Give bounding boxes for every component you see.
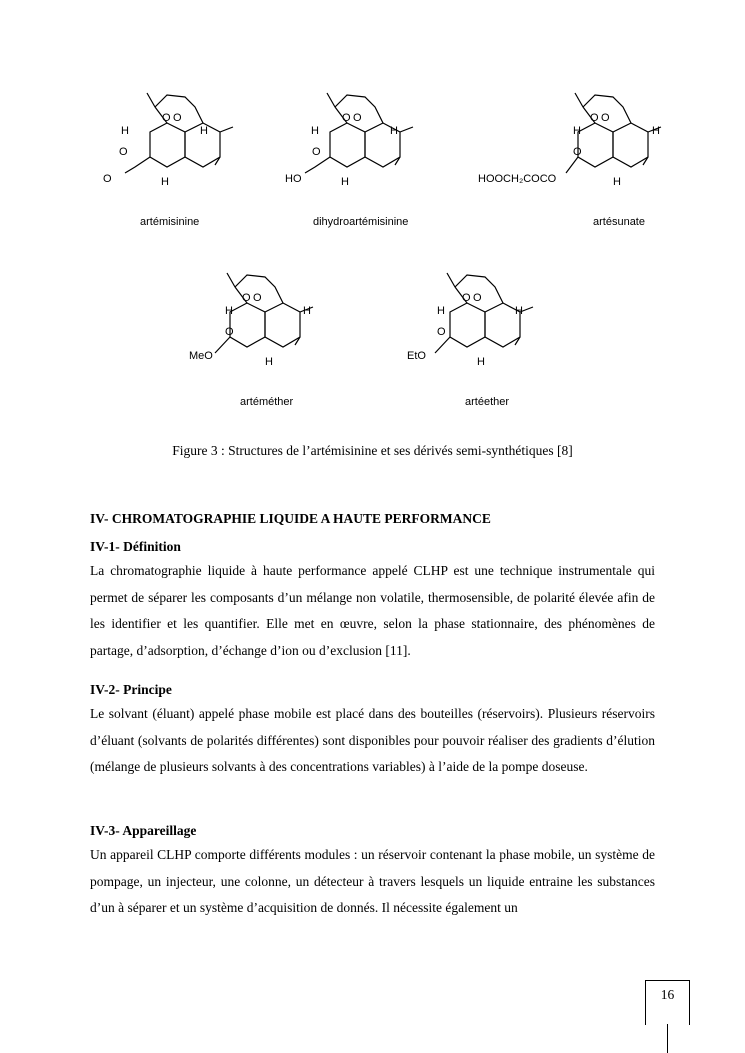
subsection-definition bbox=[90, 539, 655, 664]
hydrogen-label: H bbox=[121, 125, 129, 137]
substituent-label: HOOCH₂COCO bbox=[478, 173, 557, 185]
hydrogen-label: H bbox=[437, 305, 445, 317]
hydrogen-label: H bbox=[613, 176, 621, 188]
paragraph: La chromatographie liquide à haute performance appelé CLHP est une technique instrumentale qui permet de séparer les composants d’un mélange non volatile, thermosensible, de polarité élevée afin de les identifier et les quantifier. Elle met en œuvre, selon la phase stationnaire, des phénomènes de partage, d’adsorption, d’échange d’ion ou d’exclusion [11]. bbox=[90, 563, 655, 658]
molecule-name: artéméther bbox=[240, 396, 294, 408]
subsection-title: IV-3- Appareillage bbox=[90, 823, 197, 838]
page-number-line bbox=[667, 1024, 668, 1053]
oxygen-label: O bbox=[225, 326, 234, 338]
substituent-label: O bbox=[103, 173, 112, 185]
hydrogen-label: H bbox=[652, 125, 660, 137]
hydrogen-label: H bbox=[265, 356, 273, 368]
oxygen-label: O bbox=[173, 112, 182, 124]
subsection-title: IV-1- Définition bbox=[90, 539, 181, 554]
hydrogen-label: H bbox=[225, 305, 233, 317]
molecule-name: artésunate bbox=[593, 216, 645, 228]
oxygen-label: O bbox=[590, 112, 599, 124]
hydrogen-label: H bbox=[573, 125, 581, 137]
molecule-name: dihydroartémisinine bbox=[313, 216, 409, 228]
artemisinine-structure bbox=[95, 85, 255, 200]
paragraph: Le solvant (éluant) appelé phase mobile est placé dans des bouteilles (réservoirs). Plusieurs réservoirs d’éluant (solvants de polarités différentes) sont disponibles pour pouvoir réaliser des gradients d’élution (mélange de plusieurs solvants à des concentrations variables) à l’aide de la pompe doseuse. bbox=[90, 706, 655, 774]
subsection-title: IV-2- Principe bbox=[90, 682, 172, 697]
hydrogen-label: H bbox=[341, 176, 349, 188]
oxygen-label: O bbox=[437, 326, 446, 338]
paragraph: Un appareil CLHP comporte différents modules : un réservoir contenant la phase mobile, un système de pompage, un injecteur, une colonne, un détecteur à travers lesquels un liquide entraine les substances d’un à séparer et un système d’acquisition de donnés. Il nécessite également un bbox=[90, 847, 655, 915]
oxygen-label: O bbox=[312, 146, 321, 158]
molecule-artemether bbox=[185, 265, 345, 385]
molecule-artesunate bbox=[478, 85, 678, 205]
substituent-label: HO bbox=[285, 173, 302, 185]
molecule-artemisinine bbox=[95, 85, 255, 205]
dihydroartemisinine-structure bbox=[285, 85, 445, 200]
substituent-label: MeO bbox=[189, 350, 213, 362]
substituent-label: EtO bbox=[407, 350, 426, 362]
oxygen-label: O bbox=[342, 112, 351, 124]
arteether-structure bbox=[405, 265, 565, 380]
subsection-appareillage bbox=[90, 823, 655, 922]
hydrogen-label: H bbox=[390, 125, 398, 137]
artemether-structure bbox=[185, 265, 345, 380]
oxygen-label: O bbox=[473, 292, 482, 304]
molecule-arteether bbox=[405, 265, 565, 385]
figure-caption: Figure 3 : Structures de l’artémisinine et ses dérivés semi-synthétiques [8] bbox=[172, 443, 573, 458]
hydrogen-label: H bbox=[161, 176, 169, 188]
oxygen-label: O bbox=[242, 292, 251, 304]
oxygen-label: O bbox=[462, 292, 471, 304]
subsection-principe bbox=[90, 682, 655, 781]
hydrogen-label: H bbox=[515, 305, 523, 317]
hydrogen-label: H bbox=[303, 305, 311, 317]
molecule-name: artéether bbox=[465, 396, 510, 408]
oxygen-label: O bbox=[253, 292, 262, 304]
section-title-block bbox=[90, 511, 655, 527]
hydrogen-label: H bbox=[311, 125, 319, 137]
oxygen-label: O bbox=[162, 112, 171, 124]
molecule-name: artémisinine bbox=[140, 216, 200, 228]
artesunate-structure bbox=[478, 85, 678, 200]
oxygen-label: O bbox=[119, 146, 128, 158]
hydrogen-label: H bbox=[200, 125, 208, 137]
oxygen-label: O bbox=[601, 112, 610, 124]
section-title: IV- CHROMATOGRAPHIE LIQUIDE A HAUTE PERFORMANCE bbox=[90, 511, 491, 526]
oxygen-label: O bbox=[573, 146, 582, 158]
page-number-box bbox=[645, 980, 690, 1025]
oxygen-label: O bbox=[353, 112, 362, 124]
hydrogen-label: H bbox=[477, 356, 485, 368]
molecule-dihydroartemisinine bbox=[285, 85, 445, 205]
page-number: 16 bbox=[660, 987, 675, 1002]
